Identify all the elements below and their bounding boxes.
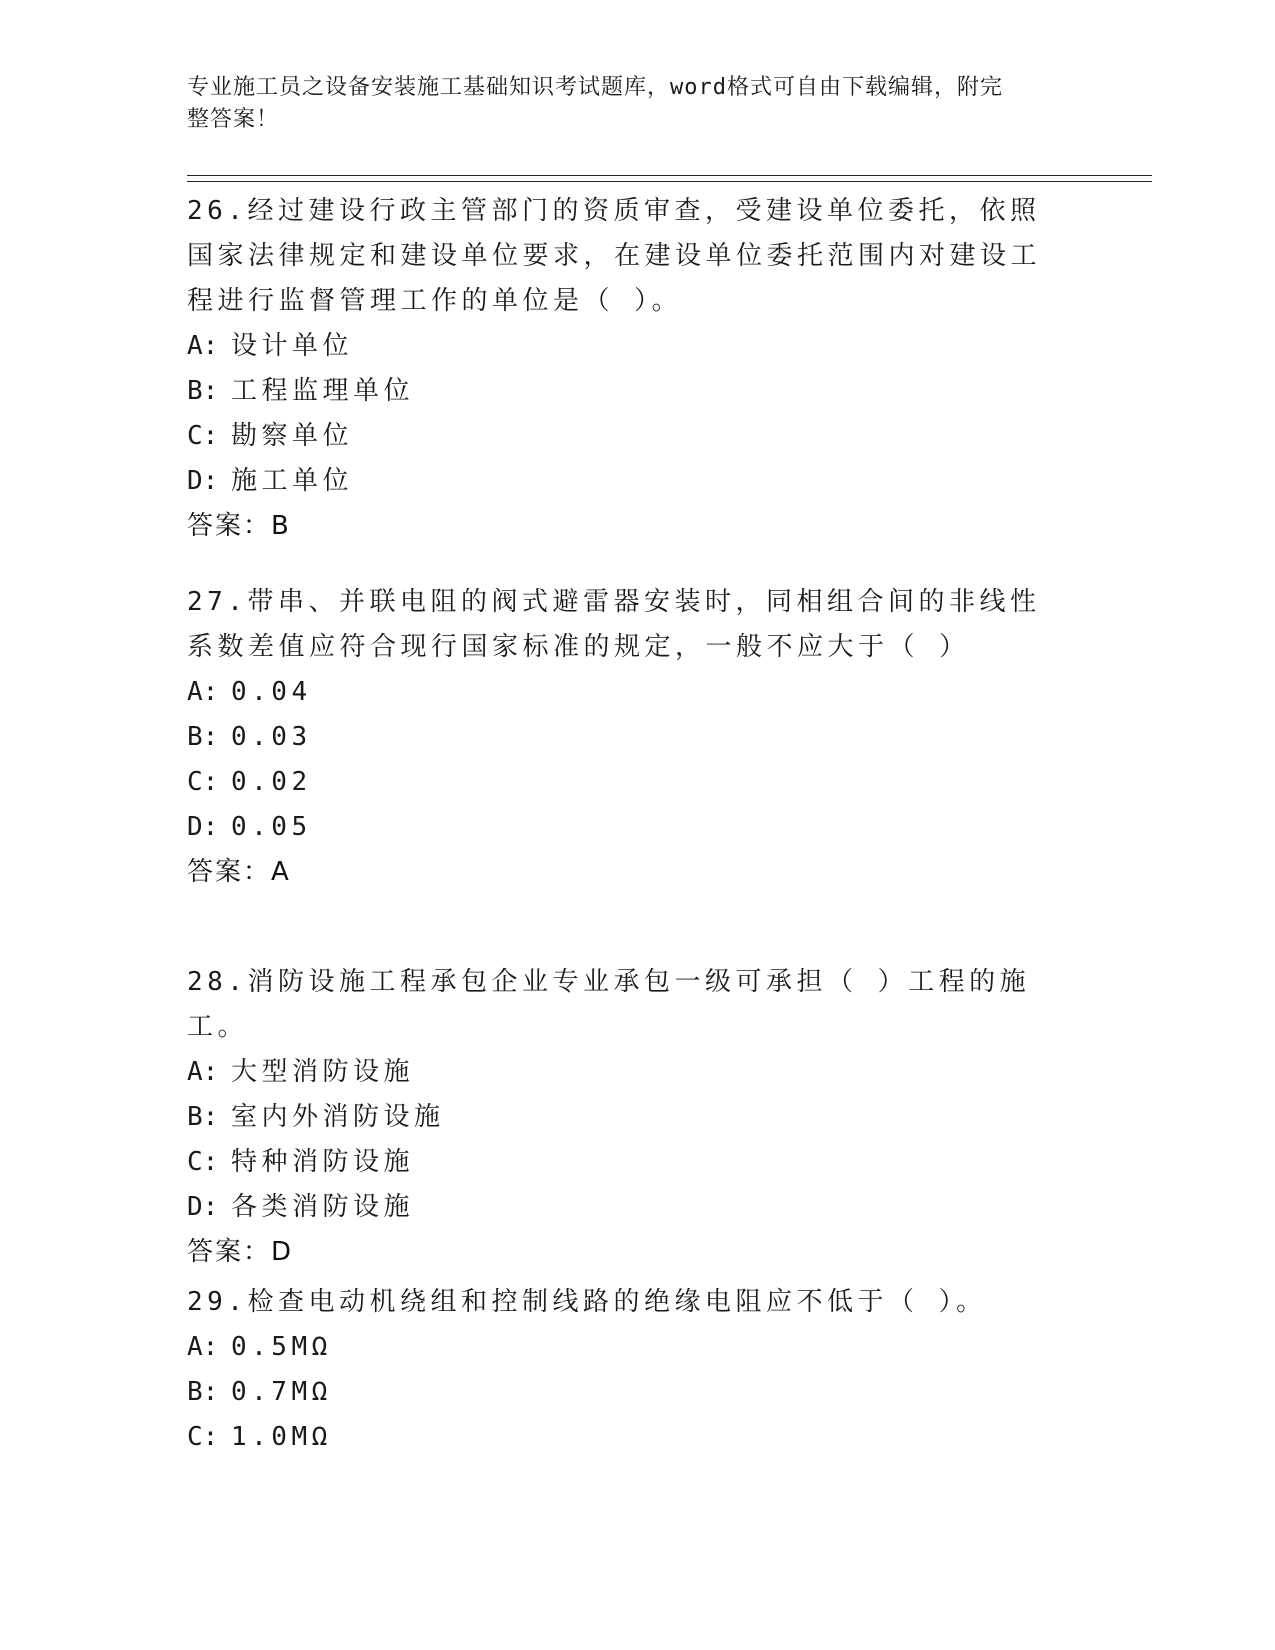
header-divider-top [187, 175, 1152, 176]
option-letter: B: [187, 722, 219, 752]
option-d [187, 459, 1067, 504]
question-26 [187, 189, 1067, 549]
option-letter: B: [187, 1377, 219, 1407]
option-text: 0.7MΩ [231, 1377, 332, 1407]
option-d [187, 1185, 1067, 1230]
option-text: 特种消防设施 [231, 1147, 415, 1177]
question-28 [187, 960, 1067, 1275]
option-a [187, 1050, 1067, 1095]
option-text: 勘察单位 [231, 421, 354, 451]
question-29 [187, 1280, 1067, 1460]
option-text: 0.05 [231, 812, 312, 842]
header-divider-bottom [187, 181, 1152, 182]
option-text: 室内外消防设施 [231, 1102, 445, 1132]
answer-line: 答案：A [187, 857, 291, 887]
option-letter: A: [187, 1332, 219, 1362]
option-text: 0.03 [231, 722, 312, 752]
answer-line: 答案：D [187, 1237, 294, 1267]
option-c [187, 414, 1067, 459]
document-header [187, 72, 1067, 136]
question-stem: 29.检查电动机绕组和控制线路的绝缘电阻应不低于（ ）。 [187, 1287, 987, 1317]
question-27 [187, 580, 1067, 895]
option-letter: D: [187, 1192, 219, 1222]
option-text: 0.04 [231, 677, 312, 707]
option-b [187, 369, 1067, 414]
option-letter: C: [187, 421, 219, 451]
option-letter: B: [187, 1102, 219, 1132]
option-c [187, 760, 1067, 805]
option-text: 各类消防设施 [231, 1192, 415, 1222]
option-b [187, 1095, 1067, 1140]
option-letter: B: [187, 376, 219, 406]
option-letter: C: [187, 1147, 219, 1177]
option-b [187, 1370, 1067, 1415]
option-letter: D: [187, 812, 219, 842]
header-line-2: 整答案！ [187, 107, 280, 132]
option-letter: A: [187, 331, 219, 361]
header-line-1: 专业施工员之设备安装施工基础知识考试题库，word格式可自由下载编辑，附完 [187, 75, 1003, 100]
option-letter: C: [187, 767, 219, 797]
option-c [187, 1415, 1067, 1460]
option-text: 大型消防设施 [231, 1057, 415, 1087]
option-letter: C: [187, 1422, 219, 1452]
option-text: 0.02 [231, 767, 312, 797]
option-a [187, 670, 1067, 715]
option-text: 0.5MΩ [231, 1332, 332, 1362]
option-a [187, 1325, 1067, 1370]
option-text: 工程监理单位 [231, 376, 415, 406]
question-stem: 27.带串、并联电阻的阀式避雷器安装时，同相组合间的非线性系数差值应符合现行国家标准的规定，一般不应大于（ ） [187, 587, 1041, 662]
option-letter: A: [187, 1057, 219, 1087]
option-b [187, 715, 1067, 760]
question-stem: 28.消防设施工程承包企业专业承包一级可承担（ ）工程的施工。 [187, 967, 1031, 1042]
question-stem: 26.经过建设行政主管部门的资质审查，受建设单位委托，依照国家法律规定和建设单位要求，在建设单位委托范围内对建设工程进行监督管理工作的单位是（ ）。 [187, 196, 1042, 316]
option-letter: D: [187, 466, 219, 496]
answer-line: 答案：B [187, 511, 291, 541]
option-text: 施工单位 [231, 466, 354, 496]
option-letter: A: [187, 677, 219, 707]
option-c [187, 1140, 1067, 1185]
option-text: 1.0MΩ [231, 1422, 332, 1452]
option-text: 设计单位 [231, 331, 354, 361]
option-d [187, 805, 1067, 850]
option-a [187, 324, 1067, 369]
